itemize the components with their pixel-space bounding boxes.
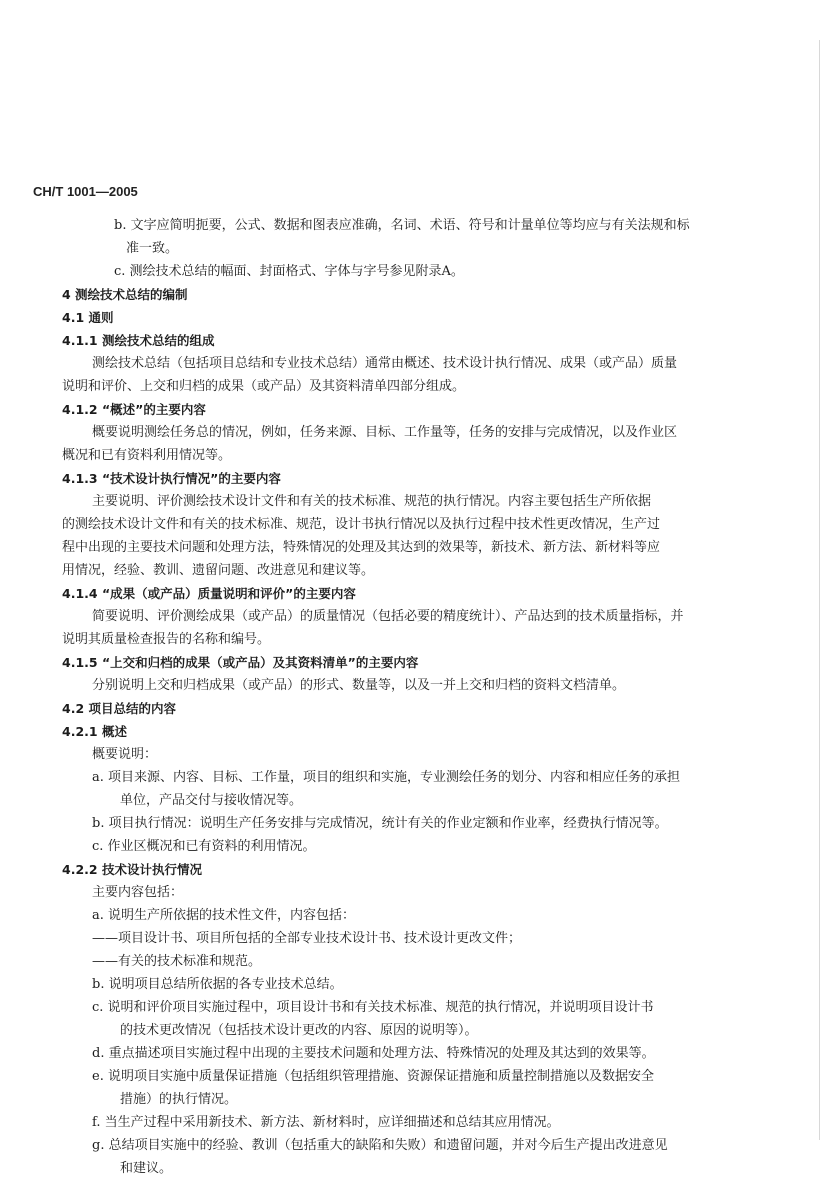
section-heading: 4.1 通则	[62, 310, 114, 325]
section-heading: 4.1.2 “概述”的主要内容	[62, 402, 206, 417]
paragraph-line: 和建议。	[120, 1161, 173, 1176]
section-heading: 4 测绘技术总结的编制	[62, 287, 188, 302]
paragraph-line: 措施）的执行情况。	[120, 1092, 238, 1107]
paragraph-line: ——有关的技术标准和规范。	[92, 954, 262, 969]
paragraph-line: 分别说明上交和归档成果（或产品）的形式、数量等，以及一并上交和归档的资料文档清单。	[92, 678, 626, 693]
paragraph-line: c. 作业区概况和已有资料的利用情况。	[92, 839, 316, 854]
paragraph-line: 程中出现的主要技术问题和处理方法，特殊情况的处理及其达到的效果等，新技术、新方法、新材料等应	[62, 540, 661, 555]
section-heading: 4.2.2 技术设计执行情况	[62, 862, 202, 877]
section-heading: 4.1.1 测绘技术总结的组成	[62, 333, 215, 348]
paragraph-line: a. 项目来源、内容、目标、工作量，项目的组织和实施，专业测绘任务的划分、内容和相应任务的承担	[92, 770, 681, 785]
paragraph-line: c. 说明和评价项目实施过程中，项目设计书和有关技术标准、规范的执行情况，并说明项目设计书	[92, 1000, 654, 1015]
paragraph-line: 测绘技术总结（包括项目总结和专业技术总结）通常由概述、技术设计执行情况、成果（或产品）质量	[92, 356, 678, 371]
paragraph-line: f. 当生产过程中采用新技术、新方法、新材料时，应详细描述和总结其应用情况。	[92, 1115, 560, 1130]
paragraph-line: 说明其质量检查报告的名称和编号。	[62, 632, 271, 647]
section-heading: 4.1.5 “上交和归档的成果（或产品）及其资料清单”的主要内容	[62, 655, 419, 670]
paragraph-line: a. 说明生产所依据的技术性文件，内容包括：	[92, 908, 356, 923]
paragraph-line: 主要说明、评价测绘技术设计文件和有关的技术标准、规范的执行情况。内容主要包括生产所依据	[92, 494, 652, 509]
standard-number-header: CH/T 1001—2005	[33, 184, 138, 199]
paragraph-line: 用情况，经验、教训、遗留问题、改进意见和建议等。	[62, 563, 375, 578]
paragraph-line: 概况和已有资料利用情况等。	[62, 448, 232, 463]
paragraph-line: 主要内容包括：	[92, 885, 184, 900]
section-heading: 4.2.1 概述	[62, 724, 127, 739]
paragraph-line: 简要说明、评价测绘成果（或产品）的质量情况（包括必要的精度统计）、产品达到的技术质量指标，并	[92, 609, 684, 624]
paragraph-line: e. 说明项目实施中质量保证措施（包括组织管理措施、资源保证措施和质量控制措施以及数据安全	[92, 1069, 654, 1084]
paragraph-line: d. 重点描述项目实施过程中出现的主要技术问题和处理方法、特殊情况的处理及其达到的效果等。	[92, 1046, 655, 1061]
paragraph-line: 概要说明：	[92, 747, 158, 762]
paragraph-line: 单位，产品交付与接收情况等。	[120, 793, 303, 808]
paragraph-line: 的测绘技术设计文件和有关的技术标准、规范，设计书执行情况以及执行过程中技术性更改情况，生产过	[62, 517, 661, 532]
paragraph-line: g. 总结项目实施中的经验、教训（包括重大的缺陷和失败）和遗留问题，并对今后生产提出改进意见	[92, 1138, 668, 1153]
document-body	[62, 214, 742, 1180]
paragraph-line: b. 项目执行情况：说明生产任务安排与完成情况，统计有关的作业定额和作业率，经费执行情况等。	[92, 816, 668, 831]
paragraph-line: b. 文字应简明扼要，公式、数据和图表应准确，名词、术语、符号和计量单位等均应与有关法规和标	[114, 218, 690, 233]
paragraph-line: 说明和评价、上交和归档的成果（或产品）及其资料清单四部分组成。	[62, 379, 466, 394]
paragraph-line: 概要说明测绘任务总的情况，例如，任务来源、目标、工作量等，任务的安排与完成情况，以及作业区	[92, 425, 678, 440]
paragraph-line: ——项目设计书、项目所包括的全部专业技术设计书、技术设计更改文件；	[92, 931, 522, 946]
page-edge-shadow	[819, 40, 826, 1140]
paragraph-line: c. 测绘技术总结的幅面、封面格式、字体与字号参见附录A。	[114, 264, 464, 279]
paragraph-line: 准一致。	[126, 241, 179, 256]
section-heading: 4.2 项目总结的内容	[62, 701, 176, 716]
paragraph-line: 的技术更改情况（包括技术设计更改的内容、原因的说明等）。	[120, 1023, 478, 1038]
paragraph-line: b. 说明项目总结所依据的各专业技术总结。	[92, 977, 343, 992]
section-heading: 4.1.4 “成果（或产品）质量说明和评价”的主要内容	[62, 586, 356, 601]
section-heading: 4.1.3 “技术设计执行情况”的主要内容	[62, 471, 281, 486]
